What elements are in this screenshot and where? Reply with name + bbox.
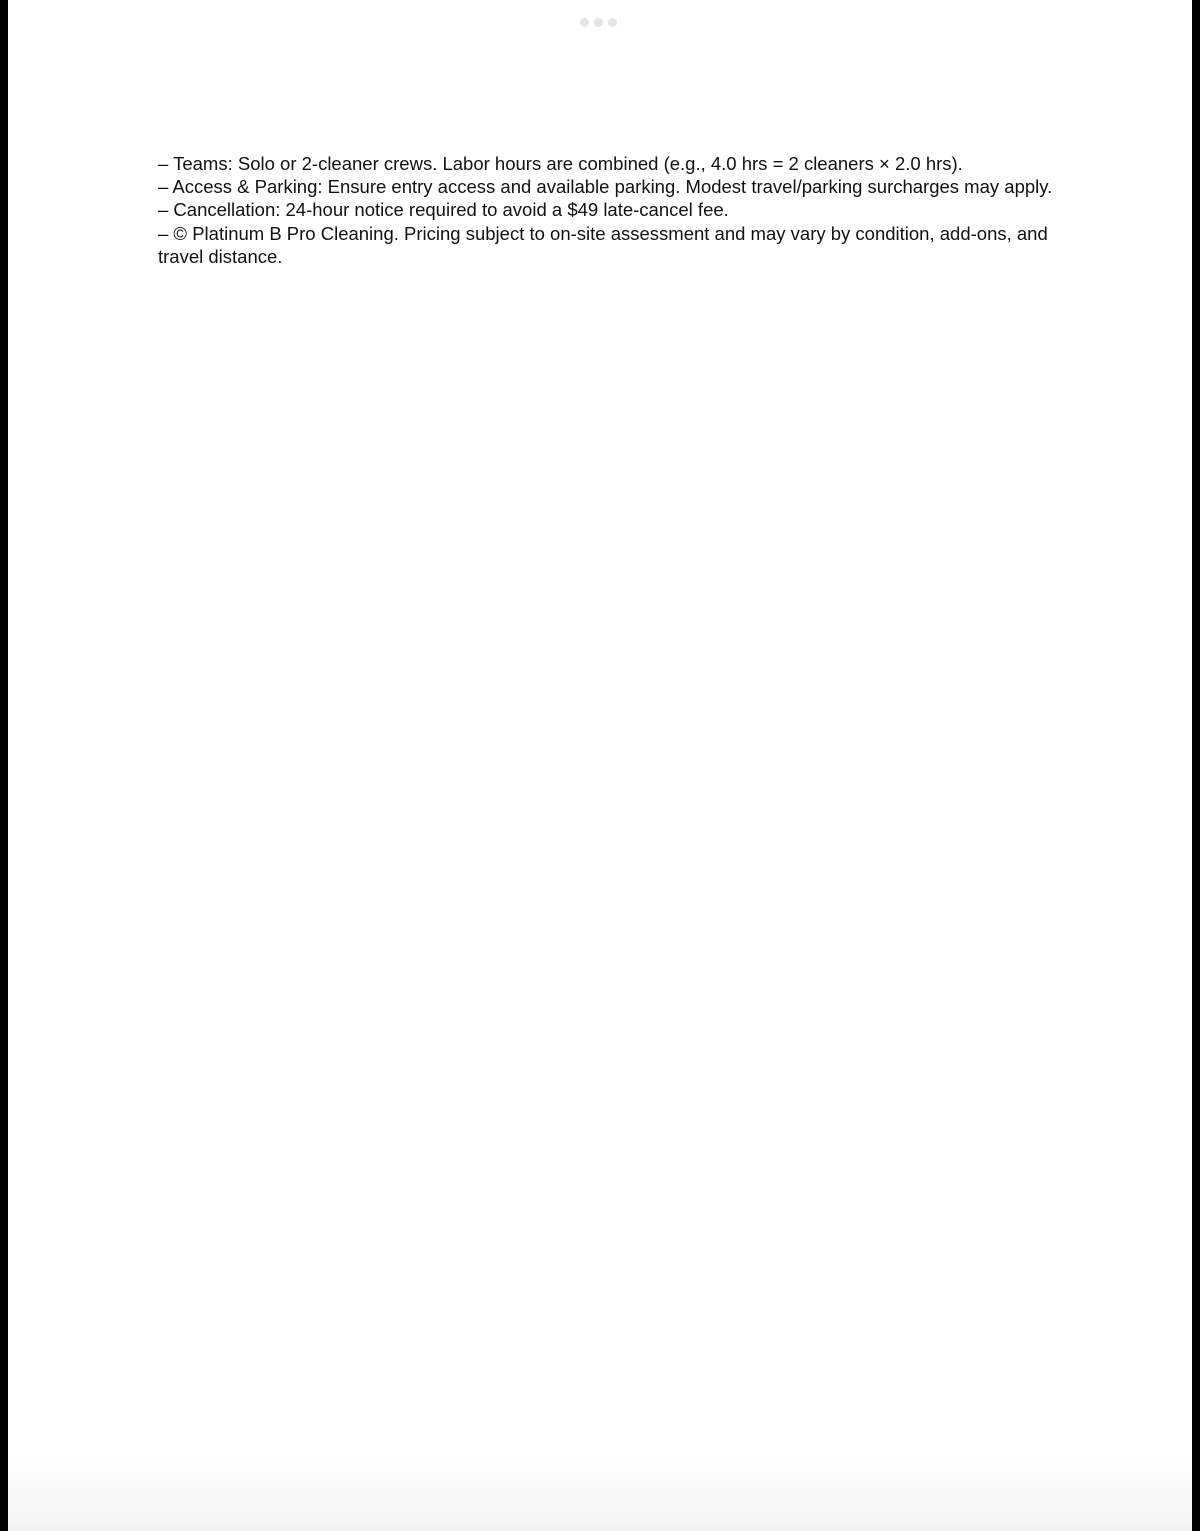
teams-note: – Teams: Solo or 2-cleaner crews. Labor hours are combined (e.g., 4.0 hrs = 2 cleaners × 2.0 hrs). [158,153,963,174]
document-page[interactable] [8,0,1192,1531]
access-parking-note: – Access & Parking: Ensure entry access and available parking. Modest travel/parking surcharges may apply. [158,176,1053,198]
copyright-note: – © Platinum B Pro Cleaning. Pricing subject to on-site assessment and may vary by condition, add-ons, and travel distance. [158,222,1048,267]
more-dots-icon[interactable] [580,17,620,27]
dot [594,18,603,27]
document-body [158,152,1058,268]
dot [608,18,617,27]
cancellation-note: – Cancellation: 24-hour notice required to avoid a $49 late-cancel fee. [158,199,729,221]
dot [580,18,589,27]
